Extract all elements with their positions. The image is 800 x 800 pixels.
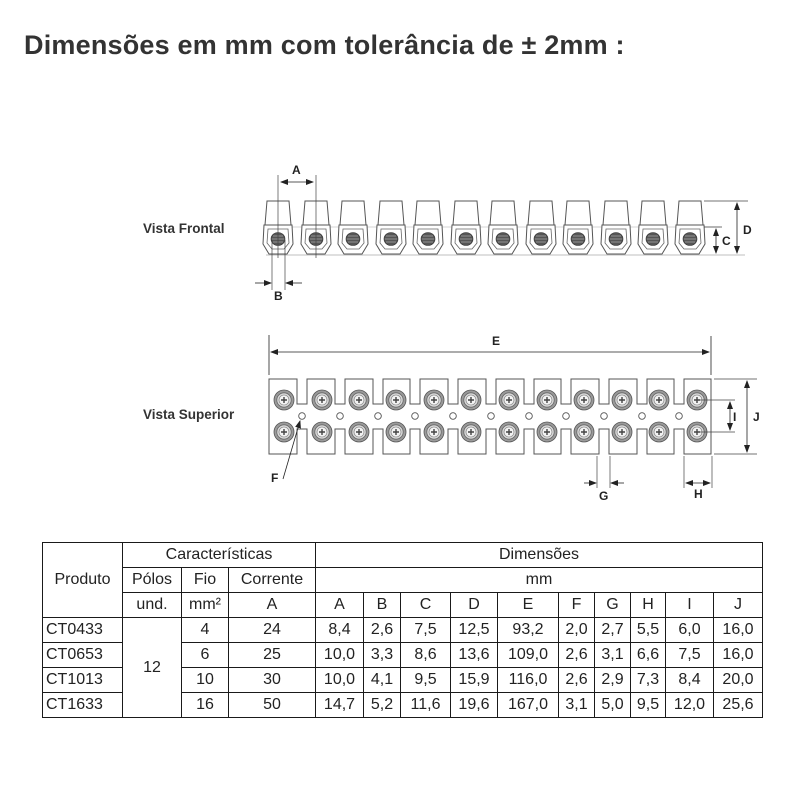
dim-a: 8,4: [316, 618, 364, 643]
dim-e: 116,0: [498, 668, 559, 693]
dim-c-label: C: [722, 234, 731, 248]
dim-g: 2,9: [595, 668, 631, 693]
header-fio: Fio: [182, 568, 229, 593]
dim-d: 12,5: [451, 618, 498, 643]
dim-a: 10,0: [316, 643, 364, 668]
dim-i: 8,4: [666, 668, 714, 693]
polos-value: 12: [123, 618, 182, 718]
product-code: CT1013: [43, 668, 123, 693]
header-corrente: Corrente: [229, 568, 316, 593]
col-e: E: [498, 593, 559, 618]
dim-b: 2,6: [364, 618, 401, 643]
corrente-value: 24: [229, 618, 316, 643]
product-code: CT1633: [43, 693, 123, 718]
col-d: D: [451, 593, 498, 618]
dim-i: 6,0: [666, 618, 714, 643]
header-dimensoes: Dimensões: [316, 543, 763, 568]
dim-h: 9,5: [631, 693, 666, 718]
dim-j: 20,0: [714, 668, 763, 693]
dim-c: 11,6: [401, 693, 451, 718]
dim-d: 15,9: [451, 668, 498, 693]
header-produto: Produto: [43, 543, 123, 618]
fio-value: 10: [182, 668, 229, 693]
col-f: F: [559, 593, 595, 618]
corrente-value: 50: [229, 693, 316, 718]
dim-i: 7,5: [666, 643, 714, 668]
dim-j: 16,0: [714, 618, 763, 643]
dim-d: 13,6: [451, 643, 498, 668]
dim-j: 16,0: [714, 643, 763, 668]
header-row-3: [43, 593, 763, 618]
dim-g: 5,0: [595, 693, 631, 718]
dim-d-label: D: [743, 223, 752, 237]
dim-f: 2,0: [559, 618, 595, 643]
fio-value: 16: [182, 693, 229, 718]
dim-f: 2,6: [559, 643, 595, 668]
table-row: [43, 618, 763, 643]
col-a: A: [316, 593, 364, 618]
dim-g: 2,7: [595, 618, 631, 643]
dim-b-label: B: [274, 289, 283, 303]
unit-polos: und.: [123, 593, 182, 618]
header-row-1: [43, 543, 763, 568]
header-caracteristicas: Características: [123, 543, 316, 568]
dim-h: 7,3: [631, 668, 666, 693]
unit-fio: mm²: [182, 593, 229, 618]
col-b: B: [364, 593, 401, 618]
dim-a: 14,7: [316, 693, 364, 718]
dim-j: 25,6: [714, 693, 763, 718]
front-view-label: Vista Frontal: [143, 221, 225, 236]
dim-c: 7,5: [401, 618, 451, 643]
dim-b: 3,3: [364, 643, 401, 668]
header-dim-unit: mm: [316, 568, 763, 593]
col-c: C: [401, 593, 451, 618]
corrente-value: 30: [229, 668, 316, 693]
dim-i-label: I: [733, 410, 737, 424]
header-polos: Pólos: [123, 568, 182, 593]
dim-h: 6,6: [631, 643, 666, 668]
col-h: H: [631, 593, 666, 618]
page-title: Dimensões em mm com tolerância de ± 2mm :: [24, 30, 625, 60]
fio-value: 4: [182, 618, 229, 643]
dim-e: 167,0: [498, 693, 559, 718]
dim-b: 5,2: [364, 693, 401, 718]
dim-g-label: G: [599, 489, 609, 503]
front-view-drawing: [255, 163, 752, 303]
dim-g: 3,1: [595, 643, 631, 668]
product-code: CT0433: [43, 618, 123, 643]
dim-h: 5,5: [631, 618, 666, 643]
dim-c: 8,6: [401, 643, 451, 668]
dim-f-label: F: [271, 471, 279, 485]
dimensions-table: [42, 542, 763, 718]
dim-a-label: A: [292, 163, 301, 177]
dim-e: 93,2: [498, 618, 559, 643]
fio-value: 6: [182, 643, 229, 668]
corrente-value: 25: [229, 643, 316, 668]
dim-f: 2,6: [559, 668, 595, 693]
col-i: I: [666, 593, 714, 618]
header-row-2: [43, 568, 763, 593]
top-view-drawing: [269, 334, 760, 503]
top-view-label: Vista Superior: [143, 407, 235, 422]
dim-j-label: J: [753, 410, 760, 424]
dim-c: 9,5: [401, 668, 451, 693]
dim-b: 4,1: [364, 668, 401, 693]
dim-e: 109,0: [498, 643, 559, 668]
col-g: G: [595, 593, 631, 618]
col-j: J: [714, 593, 763, 618]
dim-h-label: H: [694, 487, 703, 501]
product-code: CT0653: [43, 643, 123, 668]
dim-e-label: E: [492, 334, 501, 348]
dim-i: 12,0: [666, 693, 714, 718]
unit-corrente: A: [229, 593, 316, 618]
dim-d: 19,6: [451, 693, 498, 718]
dim-a: 10,0: [316, 668, 364, 693]
dim-f: 3,1: [559, 693, 595, 718]
